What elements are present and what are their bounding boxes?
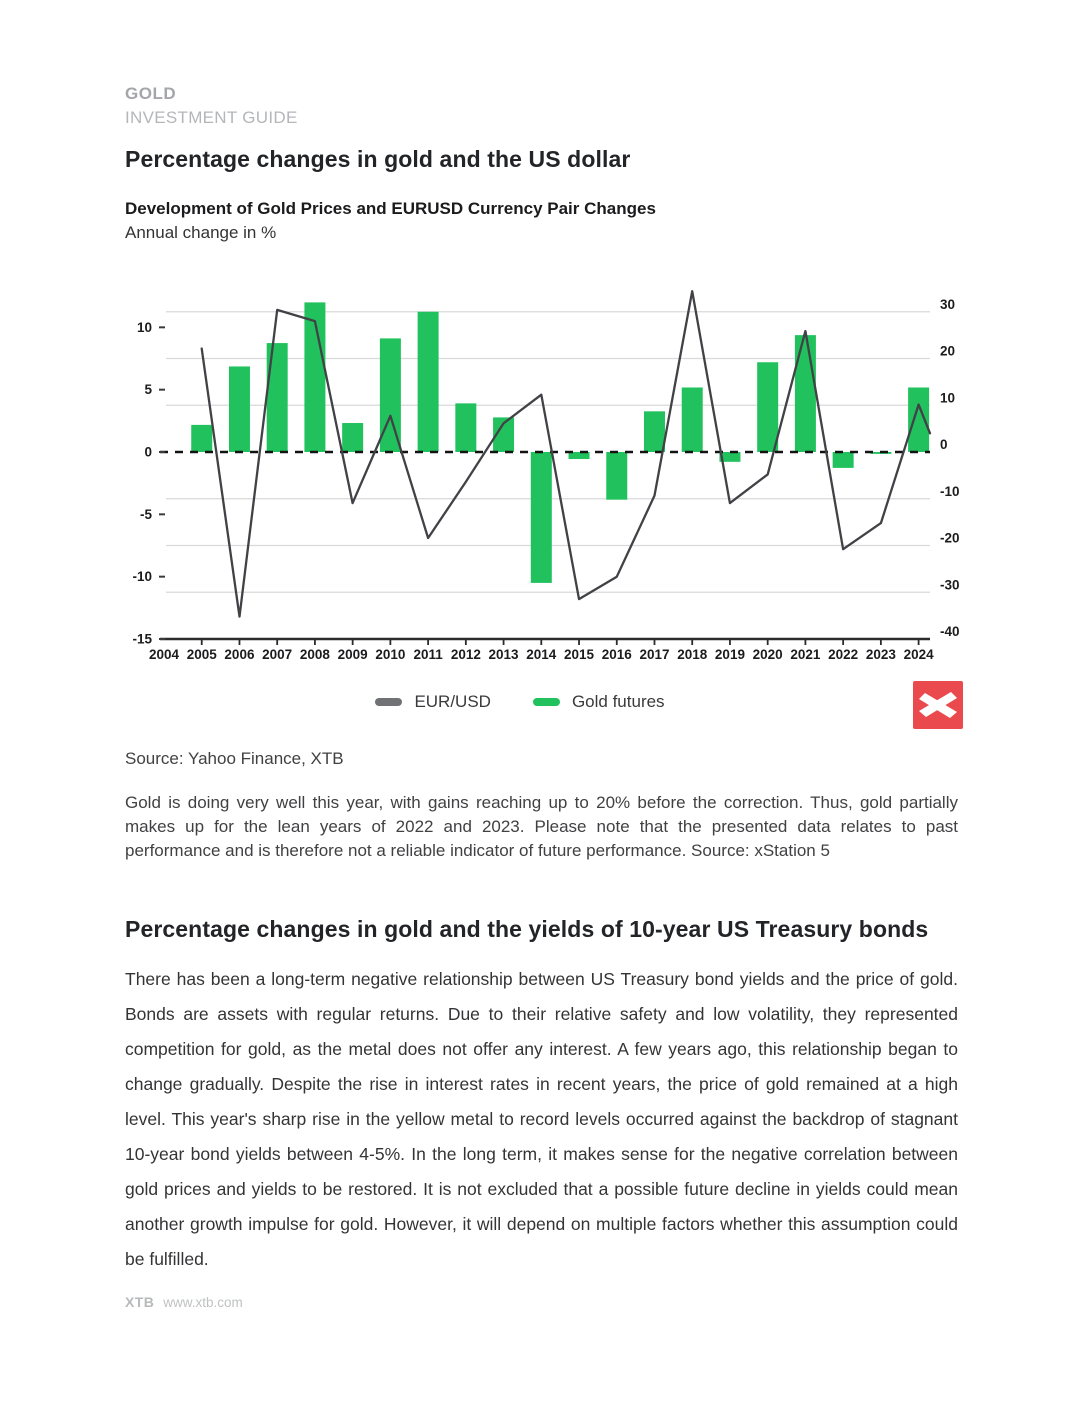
left-tick-10: 10 <box>136 319 152 335</box>
bar-2020 <box>757 362 778 452</box>
brand-line-guide: INVESTMENT GUIDE <box>125 108 298 127</box>
chart-svg <box>118 268 982 672</box>
x-tick-2012: 2012 <box>450 647 481 662</box>
gold-swatch-icon <box>533 698 560 706</box>
x-tick-2009: 2009 <box>337 647 368 662</box>
footer-url: www.xtb.com <box>163 1295 243 1310</box>
legend-label-eurusd: EUR/USD <box>414 692 491 711</box>
chart-subtitle: Annual change in % <box>125 223 277 242</box>
legend-label-gold: Gold futures <box>571 692 665 711</box>
x-tick-2010: 2010 <box>375 647 406 662</box>
x-tick-2023: 2023 <box>865 647 896 662</box>
right-tick--20: -20 <box>940 530 960 546</box>
xtb-logo-icon <box>913 681 963 729</box>
x-tick-2013: 2013 <box>488 647 519 662</box>
bar-2014 <box>531 452 552 583</box>
page-footer <box>125 1294 243 1310</box>
gold-eurusd-chart <box>118 268 982 672</box>
right-tick-30: 30 <box>940 296 956 312</box>
chart-title: Development of Gold Prices and EURUSD Currency Pair Changes <box>125 199 656 218</box>
right-tick-10: 10 <box>940 390 956 406</box>
bar-2009 <box>342 423 363 452</box>
bar-2017 <box>644 411 665 452</box>
bar-2018 <box>682 387 703 452</box>
right-tick-20: 20 <box>940 343 956 359</box>
left-tick-5: 5 <box>144 382 152 398</box>
x-tick-2004: 2004 <box>148 647 180 662</box>
bar-2005 <box>191 425 212 452</box>
x-tick-2020: 2020 <box>752 647 783 662</box>
gold-bars-series <box>191 302 929 583</box>
bar-2012 <box>455 403 476 452</box>
x-tick-2018: 2018 <box>677 647 708 662</box>
x-tick-2024: 2024 <box>903 647 934 662</box>
left-tick--5: -5 <box>139 506 152 522</box>
chart-legend <box>125 692 915 712</box>
x-tick-2019: 2019 <box>714 647 745 662</box>
x-tick-2016: 2016 <box>601 647 632 662</box>
bar-2006 <box>229 366 250 452</box>
footer-brand: XTB <box>125 1294 155 1310</box>
treasury-paragraph: There has been a long-term negative relationship between US Treasury bond yields and the price of gold. Bonds are assets with regular returns. Due to their relative safety and low volatility, they represented competition for gold, as the metal does not offer any interest. A few years ago, this relationship began to change gradually. Despite the rise in interest rates in recent years, the price of gold remained at a high level. This year's sharp rise in the yellow metal to record levels occurred against the backdrop of stagnant 10-year bond yields between 4-5%. In the long term, it makes sense for the negative correlation between gold prices and yields to be restored. It is not excluded that a possible future decline in yields could mean another growth impulse for gold. However, it will depend on multiple factors whether this assumption could be fulfilled. <box>125 969 958 1269</box>
x-tick-2007: 2007 <box>262 647 293 662</box>
left-tick--15: -15 <box>132 631 152 647</box>
left-tick-0: 0 <box>144 444 152 460</box>
legend-item-gold <box>533 692 665 712</box>
bar-2021 <box>795 335 816 452</box>
brand-header <box>125 82 298 130</box>
commentary-paragraph: Gold is doing very well this year, with gains reaching up to 20% before the correction. Thus, gold partially makes up for the lean years of 2022 and 2023. Please note that the presented data relates to past performance and is therefore not a reliable indicator of future performance. Source: xStation 5 <box>125 793 958 860</box>
bar-2016 <box>606 452 627 500</box>
page-title: Percentage changes in gold and the US dollar <box>125 146 631 172</box>
x-tick-2005: 2005 <box>186 647 217 662</box>
bar-2022 <box>833 452 854 468</box>
bar-2024 <box>908 387 929 452</box>
x-tick-2006: 2006 <box>224 647 255 662</box>
right-tick--30: -30 <box>940 577 960 593</box>
right-tick-0: 0 <box>940 437 948 452</box>
x-tick-2011: 2011 <box>413 647 443 662</box>
left-tick--10: -10 <box>132 569 152 585</box>
source-note: Source: Yahoo Finance, XTB <box>125 749 344 768</box>
x-tick-2015: 2015 <box>564 647 595 662</box>
brand-line-gold: GOLD <box>125 84 177 103</box>
bar-2007 <box>267 343 288 452</box>
eurusd-swatch-icon <box>375 698 402 706</box>
right-tick--10: -10 <box>940 483 960 499</box>
legend-item-eurusd <box>375 692 491 712</box>
x-tick-2021: 2021 <box>790 647 821 662</box>
section-title-treasury: Percentage changes in gold and the yields of 10-year US Treasury bonds <box>125 916 929 942</box>
x-tick-2022: 2022 <box>828 647 859 662</box>
x-tick-2017: 2017 <box>639 647 670 662</box>
x-tick-2008: 2008 <box>299 647 330 662</box>
bar-2011 <box>418 312 439 452</box>
right-tick--40: -40 <box>940 624 960 639</box>
x-tick-2014: 2014 <box>526 647 557 662</box>
